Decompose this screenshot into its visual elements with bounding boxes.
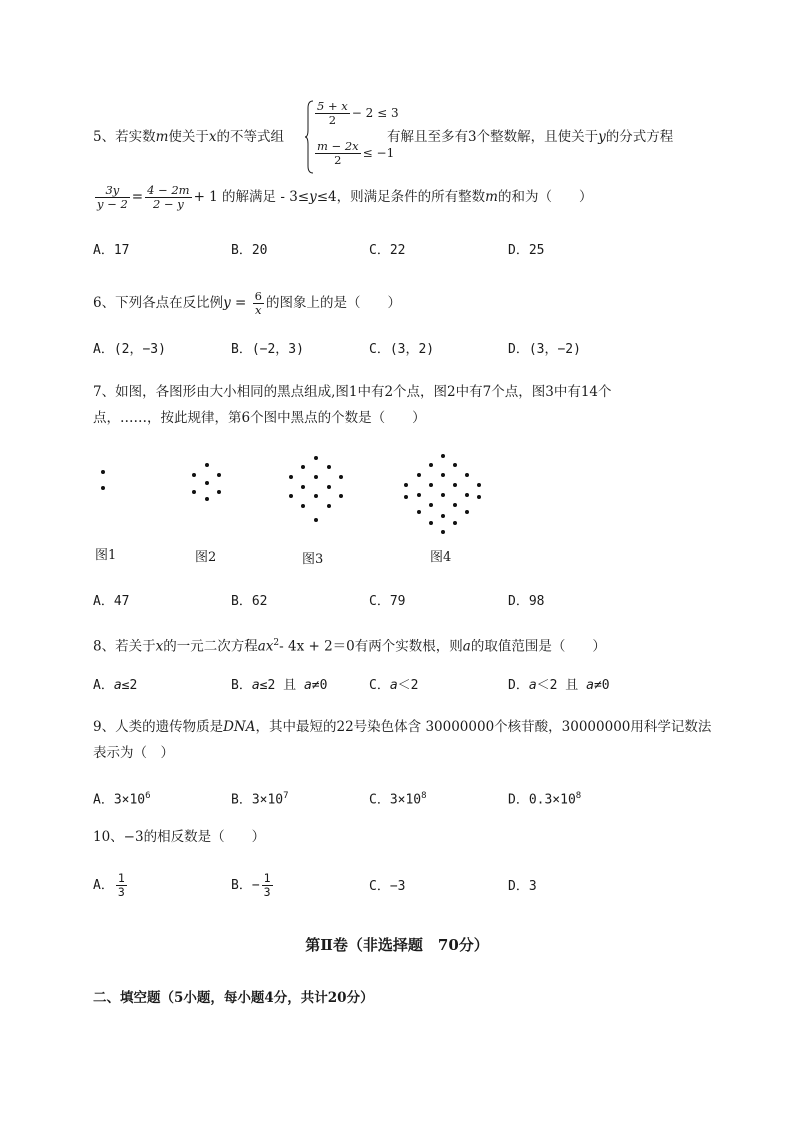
q8-text: 有两个实数根，则: [354, 638, 463, 655]
q5-eq-left-fraction: [95, 184, 130, 211]
option-text: C．3×10: [369, 792, 422, 808]
fig3-dot: [327, 504, 331, 508]
fraction-denominator: 2: [328, 113, 337, 127]
q8-eq-rest: - 4x + 2＝0: [279, 638, 355, 655]
fig4-dot: [417, 493, 421, 497]
q5-inequality-system: [305, 99, 399, 174]
q9-stem-line1: [93, 718, 711, 736]
q6-text: 6、下列各点在反比例: [93, 295, 224, 311]
fraction-denominator: 2 − y: [152, 197, 184, 211]
fig3-dot: [314, 518, 318, 522]
q5-line2: [93, 184, 592, 211]
fig4-dot: [441, 530, 445, 534]
q6-stem: [93, 290, 401, 317]
fraction-denominator: x: [255, 303, 262, 317]
fig2-dot: [205, 463, 209, 467]
q5-ineq-row2: [313, 140, 394, 167]
fig4-dot: [417, 473, 421, 477]
q8-eq-term: ax: [257, 638, 274, 655]
q6-option-b[interactable]: B．(−2，3): [231, 342, 304, 357]
option-text: ≠0: [311, 678, 328, 693]
option-var: a: [528, 678, 537, 693]
q9-option-c[interactable]: [369, 787, 427, 809]
fig3-dot: [327, 485, 331, 489]
part-title: 二、填空题（5小题，每小题4分，共计20分）: [93, 990, 374, 1006]
option-label: C．: [369, 678, 390, 693]
fraction-denominator: 3: [117, 885, 125, 899]
q10-option-b[interactable]: [231, 872, 275, 899]
fig4-dot: [453, 521, 457, 525]
fig4-dot: [404, 483, 408, 487]
q8-option-b[interactable]: [231, 677, 327, 695]
option-fraction: [116, 872, 127, 899]
q6-var-y: y: [223, 295, 231, 311]
fig4-dot: [465, 493, 469, 497]
q9-text: 9、人类的遗传物质是: [93, 719, 224, 735]
q7-option-b[interactable]: B．62: [231, 594, 268, 609]
q9-option-a[interactable]: [93, 787, 151, 809]
q10-option-a[interactable]: [93, 872, 129, 899]
option-exponent: 7: [283, 791, 289, 801]
fraction-numerator: 1: [263, 871, 271, 885]
q7-stem-line2: 点，……，按此规律，第6个图中黑点的个数是（ ）: [93, 410, 426, 426]
q5-var-x: x: [208, 129, 217, 145]
q5-text: 的不等式组: [216, 129, 285, 145]
option-var: a: [251, 678, 260, 693]
q5-option-c[interactable]: C．22: [369, 243, 406, 258]
option-var: a: [389, 678, 398, 693]
q5-ineq1-rest: − 2 ≤ 3: [351, 106, 399, 120]
q8-option-a[interactable]: [93, 677, 137, 695]
fig4-dot: [429, 483, 433, 487]
fig3-dot: [339, 475, 343, 479]
fraction-numerator: 1: [117, 871, 125, 885]
q9-option-b[interactable]: [231, 787, 289, 809]
fig4-dot: [477, 495, 481, 499]
fig4-dot: [441, 454, 445, 458]
q5-ineq-row1: [313, 100, 399, 127]
fraction-numerator: 3y: [95, 184, 130, 198]
fig3-dot: [339, 494, 343, 498]
q6-option-a[interactable]: A．(2，−3): [93, 342, 166, 357]
q8-var-a: a: [462, 638, 471, 655]
q9-stem-line2: 表示为（ ）: [93, 745, 174, 761]
q5-text: ≤4，则满足条件的所有整数: [316, 189, 486, 205]
q8-eq-exponent: 2: [273, 638, 280, 648]
fig4-dot: [429, 521, 433, 525]
q8-text: 的一元二次方程: [163, 638, 258, 655]
option-text: ≤2: [121, 678, 138, 693]
fig3-dot: [289, 475, 293, 479]
fig3-dot: [314, 475, 318, 479]
fig4-dot: [417, 510, 421, 514]
option-text: ≤2 且: [259, 678, 304, 693]
fig1-dot: [101, 470, 105, 474]
q6-option-c[interactable]: C．(3，2): [369, 342, 435, 357]
q5-var-y: y: [598, 129, 606, 145]
option-var: a: [113, 678, 122, 693]
option-var: a: [303, 678, 312, 693]
q5-eq-sign: =: [131, 189, 144, 205]
fig4-dot: [404, 495, 408, 499]
option-text: B．3×10: [231, 792, 284, 808]
fig3-dot: [314, 456, 318, 460]
q8-stem: [93, 634, 606, 656]
q8-option-d[interactable]: [508, 677, 610, 695]
option-text: ＜2: [397, 678, 419, 693]
option-fraction: [262, 872, 273, 899]
fig3-dot: [301, 485, 305, 489]
option-label: A．: [93, 678, 114, 693]
q7-fig4-label: 图4: [430, 550, 452, 565]
q7-option-a[interactable]: A．47: [93, 594, 130, 609]
q5-line1: [93, 128, 284, 146]
fig4-dot: [465, 473, 469, 477]
q6-eq-sign: =: [230, 295, 251, 311]
fig4-dot: [441, 473, 445, 477]
q7-fig1-label: 图1: [95, 548, 117, 563]
q5-option-b[interactable]: B．20: [231, 243, 268, 258]
q9-option-d[interactable]: [508, 787, 581, 809]
option-var: a: [586, 678, 594, 693]
q5-var-m: m: [485, 189, 498, 205]
option-label: A．: [93, 878, 114, 893]
q8-text: 8、若关于: [93, 638, 156, 655]
fig2-dot: [192, 490, 196, 494]
q8-text: 的取值范围是（ ）: [470, 638, 606, 655]
fig4-dot: [465, 510, 469, 514]
fraction-denominator: 3: [263, 885, 271, 899]
option-text: ≠0: [593, 678, 610, 693]
fig3-dot: [301, 465, 305, 469]
q5-ineq2-rest: ≤ −1: [362, 146, 395, 160]
option-label: B．−: [231, 878, 260, 893]
fig4-dot: [477, 483, 481, 487]
q5-ineq1-fraction: [315, 100, 350, 127]
q7-fig2-label: 图2: [195, 550, 217, 565]
fig3-dot: [327, 465, 331, 469]
option-text: ＜2 且: [536, 678, 587, 693]
q5-eq-right-fraction: [145, 184, 192, 211]
option-text: D．0.3×10: [508, 792, 576, 808]
fig4-dot: [453, 483, 457, 487]
fig4-dot: [441, 493, 445, 497]
q5-text: 的分式方程: [605, 129, 674, 145]
q5-text: 有解且至多有3个整数解，且使关于: [387, 129, 599, 145]
fraction-denominator: y − 2: [97, 197, 128, 211]
fig3-dot: [314, 494, 318, 498]
option-label: B．: [231, 678, 252, 693]
q5-var-m: m: [155, 129, 169, 145]
q7-stem-line1: 7、如图，各图形由大小相同的黑点组成,图1中有2个点，图2中有7个点，图3中有14个: [93, 384, 612, 400]
q7-option-d[interactable]: D．98: [508, 594, 545, 609]
fig3-dot: [301, 504, 305, 508]
q5-text: + 1 的解满足 - 3≤: [193, 189, 310, 205]
option-label: D．: [508, 678, 529, 693]
fig2-dot: [205, 481, 209, 485]
fig2-dot: [217, 490, 221, 494]
fraction-numerator: 5 + x: [317, 99, 348, 113]
option-exponent: 8: [575, 791, 582, 801]
fraction-denominator: 2: [334, 153, 342, 167]
fraction-numerator: 4 − 2m: [147, 183, 190, 197]
q10-option-d[interactable]: D．3: [508, 879, 537, 894]
q10-option-c[interactable]: C．−3: [369, 879, 406, 894]
option-exponent: 8: [421, 791, 427, 801]
q8-var-x: x: [155, 638, 164, 655]
section-title: 第Ⅱ卷（非选择题 70分）: [305, 936, 489, 954]
q5-option-a[interactable]: A．17: [93, 243, 130, 258]
option-text: A．3×10: [93, 792, 146, 808]
fig2-dot: [192, 473, 196, 477]
q8-option-c[interactable]: [369, 677, 418, 695]
fig4-dot: [441, 514, 445, 518]
fraction-numerator: m − 2x: [317, 139, 359, 153]
q9-dna: DNA: [223, 719, 256, 735]
q5-option-d[interactable]: D．25: [508, 243, 545, 258]
fig2-dot: [205, 497, 209, 501]
option-exponent: 6: [145, 791, 151, 801]
fig4-dot: [429, 503, 433, 507]
q7-option-c[interactable]: C．79: [369, 594, 406, 609]
fig2-dot: [217, 473, 221, 477]
q7-fig3-label: 图3: [302, 552, 324, 567]
q6-option-d[interactable]: D．(3，−2): [508, 342, 581, 357]
q5-text: 的和为（ ）: [497, 189, 593, 205]
q5-line1-tail: [387, 128, 673, 146]
fig1-dot: [101, 486, 105, 490]
q6-text: 的图象上的是（ ）: [265, 295, 401, 311]
fraction-numerator: 6: [254, 289, 262, 303]
q5-ineq2-fraction: [315, 140, 361, 167]
fig3-dot: [289, 494, 293, 498]
q5-text: 使关于: [168, 129, 209, 145]
fig4-dot: [453, 503, 457, 507]
q9-text: ，其中最短的22号染色体含 30000000个核苷酸，30000000用科学记数法: [255, 719, 712, 735]
q5-text: 5、若实数: [93, 129, 156, 145]
q5-var-y: y: [309, 189, 317, 205]
fig4-dot: [429, 463, 433, 467]
q10-stem: 10、−3的相反数是（ ）: [93, 829, 266, 845]
q6-fraction: [253, 290, 264, 317]
fig4-dot: [453, 463, 457, 467]
